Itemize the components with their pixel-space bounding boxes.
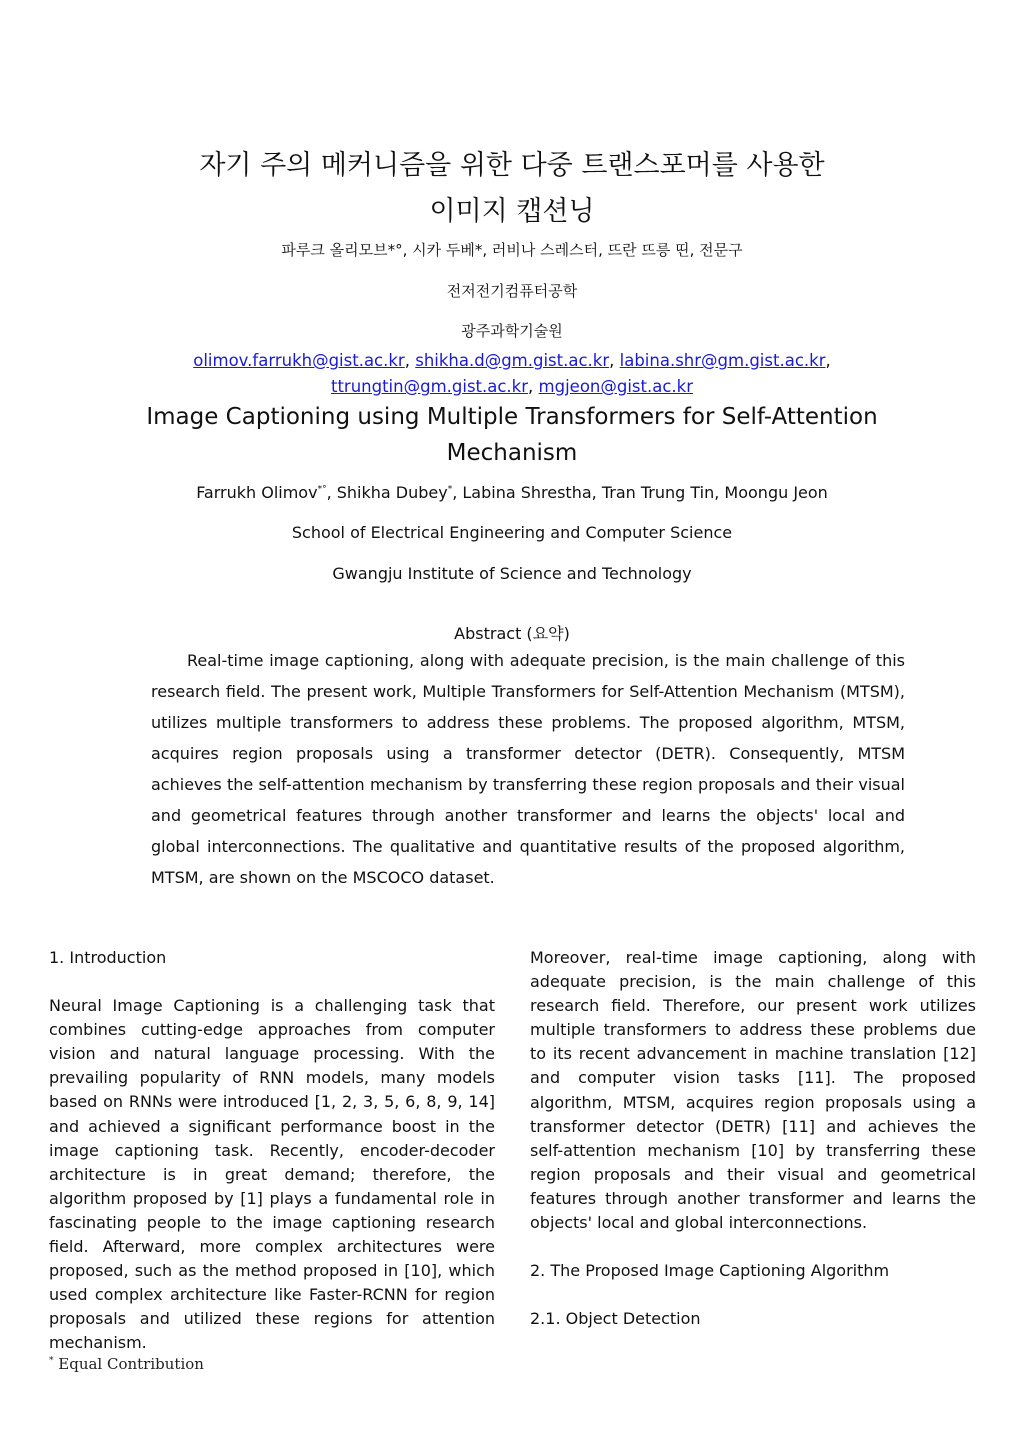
intro-paragraph: Neural Image Captioning is a challenging task that combines cutting-edge approaches from computer vision and natural language processing. With the prevailing popularity of RNN models, many models based on RNNs were introduced [1, 2, 3, 5, 6, 8, 9, 14] and achieved a significant performance boost in the image captioning task. Recently, encoder-decoder architecture is in great demand; therefore, the algorithm proposed by [1] plays a fundamental role in fascinating people to the image captioning research field. Afterward, more complex architectures were proposed, such as the method proposed in [10], which used complex architecture like Faster-RCNN for region proposals and utilized these regions for attention mechanism. bbox=[49, 996, 495, 1353]
english-title bbox=[0, 399, 1024, 471]
korean-institute: 광주과학기술원 bbox=[461, 322, 563, 340]
korean-title bbox=[0, 146, 1024, 232]
korean-department: 전저전기컴퓨터공학 bbox=[446, 282, 578, 300]
abstract-heading: Abstract (요약) bbox=[454, 624, 570, 643]
section2-subheading: 2.1. Object Detection bbox=[530, 1309, 701, 1329]
footnote-text: Equal Contribution bbox=[53, 1355, 204, 1373]
korean-title-line1: 자기 주의 메커니즘을 위한 다중 트랜스포머를 사용한 bbox=[199, 150, 825, 181]
footnote bbox=[49, 1355, 204, 1373]
abstract-text: Real-time image captioning, along with adequate precision, is the main challenge of this research field. The present work, Multiple Transformers for Self-Attention Mechanism (MTSM), utilizes multiple transformers to address these problems. The proposed algorithm, MTSM, acquires region proposals using a transformer detector (DETR). Consequently, MTSM achieves the self-attention mechanism by transferring these region proposals and their visual and geometrical features through another transformer and learns the objects' local and global interconnections. The qualitative and quantitative results of the proposed algorithm, MTSM, are shown on the MSCOCO dataset. bbox=[151, 651, 905, 887]
section2-heading: 2. The Proposed Image Captioning Algorithm bbox=[530, 1261, 890, 1281]
left-column bbox=[49, 946, 495, 1356]
email-link-jeon[interactable]: mgjeon@gist.ac.kr bbox=[538, 377, 694, 396]
intro-continued-paragraph: Moreover, real-time image captioning, along with adequate precision, is the main challenge of this research field. Therefore, our present work utilizes multiple transformers to address these problems due to its recent advancement in machine translation [12] and computer vision tasks [11]. The proposed algorithm, MTSM, acquires region proposals using a transformer detector (DETR) [11] and achieves the self-attention mechanism [10] by transferring these region proposals and their visual and geometrical features through another transformer and learns the objects' local and global interconnections. bbox=[530, 948, 976, 1233]
korean-authors: 파루크 올리모브*°, 시카 두베*, 러비나 스레스터, 뜨란 뜨릉 띤, 전문구 bbox=[281, 241, 743, 259]
email-link-shrestha[interactable]: labina.shr@gm.gist.ac.kr bbox=[619, 351, 826, 370]
author-olimov-marks: *° bbox=[317, 484, 327, 495]
authors-rest: , Labina Shrestha, Tran Trung Tin, Moongu Jeon bbox=[452, 483, 828, 502]
intro-heading: 1. Introduction bbox=[49, 948, 167, 967]
author-olimov: Farrukh Olimov bbox=[196, 483, 318, 502]
english-school: School of Electrical Engineering and Computer Science bbox=[291, 523, 733, 542]
footnote-mark: * bbox=[49, 1356, 54, 1366]
author-dubey-marks: * bbox=[447, 484, 453, 495]
email-link-olimov[interactable]: olimov.farrukh@gist.ac.kr bbox=[193, 351, 405, 370]
english-title-line1: Image Captioning using Multiple Transformers for Self-Attention bbox=[146, 404, 878, 430]
email-link-tin[interactable]: ttrungtin@gm.gist.ac.kr bbox=[330, 377, 529, 396]
english-institute: Gwangju Institute of Science and Technology bbox=[332, 564, 692, 583]
author-dubey: , Shikha Dubey bbox=[326, 483, 448, 502]
english-title-line2: Mechanism bbox=[446, 440, 578, 466]
right-column bbox=[530, 946, 976, 1331]
email-links: olimov.farrukh@gist.ac.kr, shikha.d@gm.gist.ac.kr, labina.shr@gm.gist.ac.kr, ttrungtin@gm.gist.ac.kr, mgjeon@gist.ac.kr bbox=[193, 351, 831, 396]
email-link-dubey[interactable]: shikha.d@gm.gist.ac.kr bbox=[415, 351, 610, 370]
english-authors bbox=[0, 483, 1024, 502]
korean-title-line2: 이미지 캡션닝 bbox=[429, 196, 595, 227]
